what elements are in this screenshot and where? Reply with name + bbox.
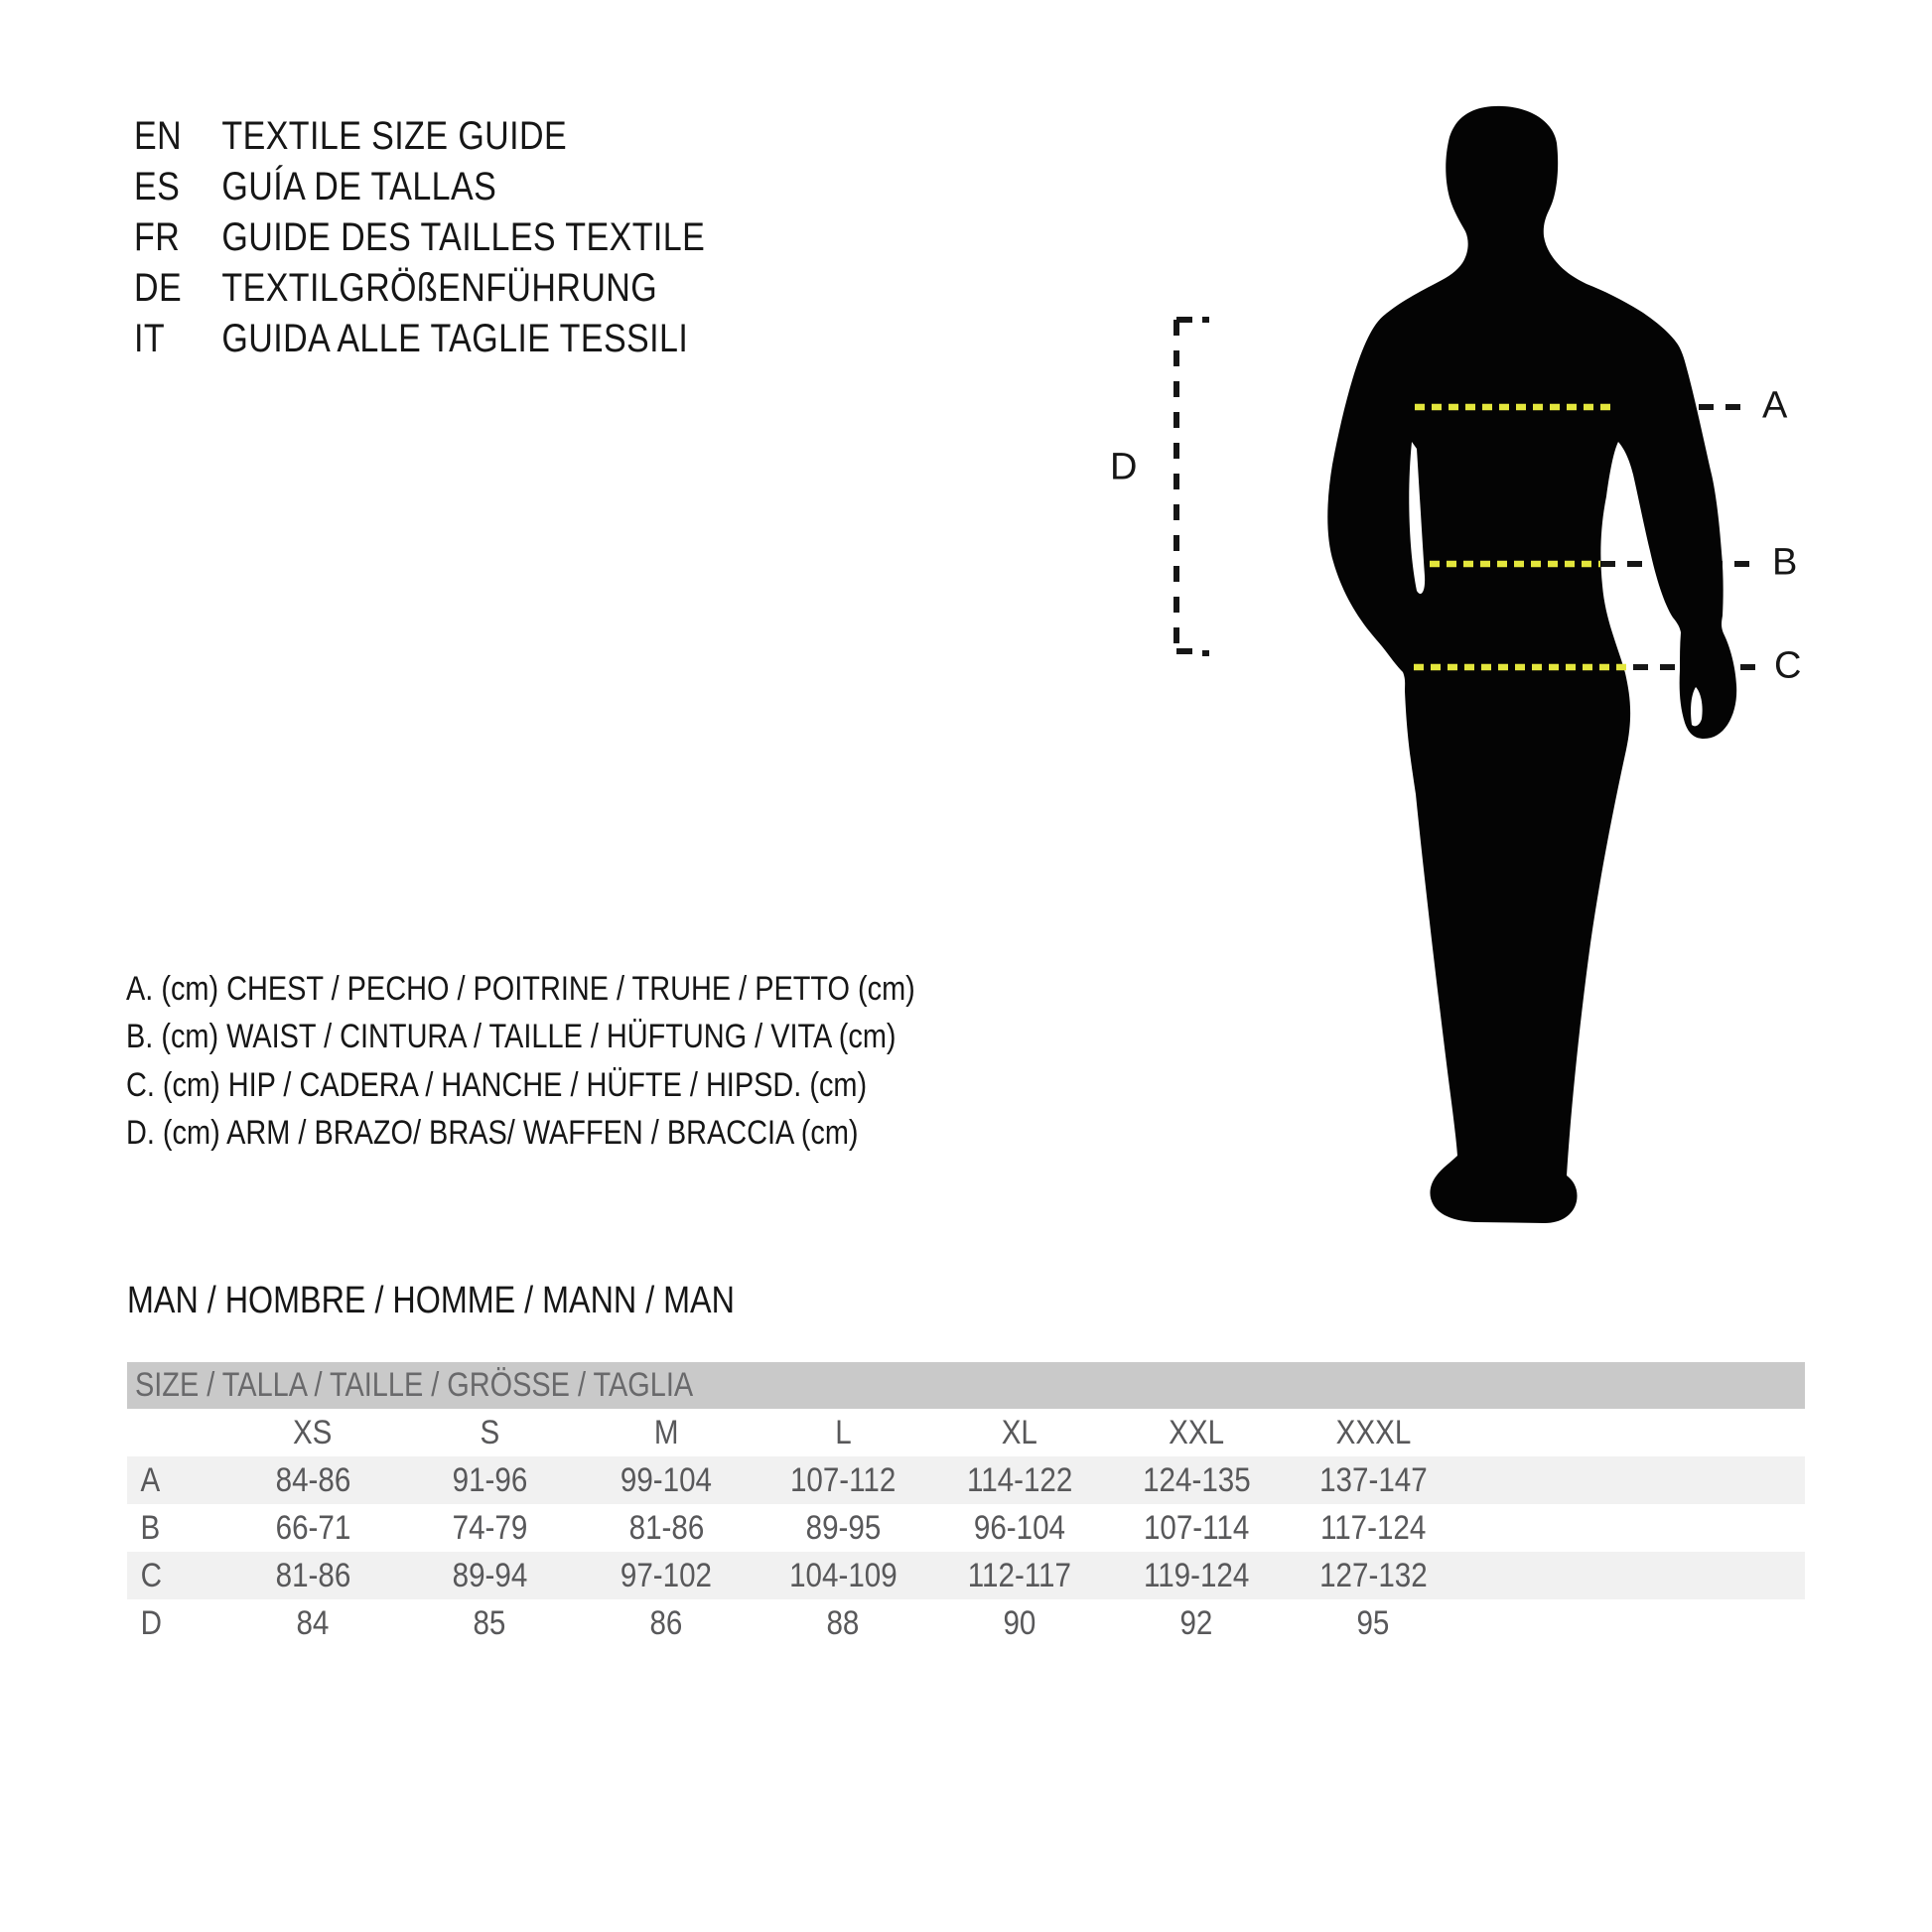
row-label (127, 1604, 224, 1643)
size-header-l: L (834, 1413, 852, 1451)
row-label-text: B (140, 1508, 161, 1547)
table-cell (578, 1461, 755, 1500)
section-title-text: MAN / HOMBRE / HOMME / MANN / MAN (127, 1279, 735, 1321)
size-col-header (401, 1414, 578, 1452)
legend-text: B. (cm) WAIST / CINTURA / TAILLE / HÜFTUNG / VITA (cm) (126, 1018, 897, 1056)
table-cell (224, 1557, 401, 1595)
size-header-xl: XL (1001, 1413, 1038, 1451)
cell-value: 66-71 (275, 1508, 350, 1547)
label-a: A (1762, 384, 1788, 427)
cell-value: 107-114 (1143, 1508, 1250, 1547)
cell-value: 88 (826, 1603, 860, 1642)
cell-value: 107-112 (789, 1460, 897, 1499)
table-cell (931, 1461, 1108, 1500)
language-code: ES (134, 165, 181, 208)
table-cell (1285, 1509, 1461, 1548)
cell-value: 89-94 (452, 1556, 527, 1594)
size-col-header (931, 1414, 1108, 1452)
size-col-header (755, 1414, 931, 1452)
guide-title: TEXTILGRÖßENFÜHRUNG (221, 266, 658, 310)
row-label-text: A (140, 1460, 161, 1499)
table-cell (578, 1604, 755, 1643)
language-code: IT (134, 317, 166, 360)
size-header-xxxl: XXXL (1335, 1413, 1411, 1451)
table-cell (401, 1557, 578, 1595)
row-label-text: C (140, 1556, 162, 1594)
cell-value: 99-104 (620, 1460, 713, 1499)
legend-text: D. (cm) ARM / BRAZO/ BRAS/ WAFFEN / BRACCIA (cm) (126, 1114, 859, 1153)
size-table (127, 1362, 1805, 1647)
table-row-b (127, 1504, 1805, 1552)
cell-value: 97-102 (620, 1556, 713, 1594)
table-row-c (127, 1552, 1805, 1599)
table-cell (755, 1557, 931, 1595)
row-label (127, 1557, 224, 1595)
table-cell (401, 1604, 578, 1643)
cell-value: 84-86 (275, 1460, 350, 1499)
cell-value: 90 (1003, 1603, 1036, 1642)
legend-row-a (126, 965, 1054, 1014)
cell-value: 89-95 (805, 1508, 881, 1547)
table-cell (755, 1461, 931, 1500)
table-cell (1108, 1604, 1285, 1643)
cell-value: 86 (649, 1603, 683, 1642)
cell-value: 137-147 (1318, 1460, 1428, 1499)
legend-row-b (126, 1014, 1054, 1062)
language-code: EN (134, 114, 183, 158)
guide-title: TEXTILE SIZE GUIDE (221, 114, 568, 158)
size-col-header (1285, 1414, 1461, 1452)
size-table-header-bar (127, 1362, 1805, 1409)
table-cell (224, 1509, 401, 1548)
row-label (127, 1461, 224, 1500)
legend-text: C. (cm) HIP / CADERA / HANCHE / HÜFTE / HIPSD. (cm) (126, 1065, 868, 1104)
table-cell (1108, 1509, 1285, 1548)
size-col-header (224, 1414, 401, 1452)
label-c: C (1774, 644, 1802, 687)
guide-title: GUIDA ALLE TAGLIE TESSILI (221, 317, 689, 360)
size-col-header (1108, 1414, 1285, 1452)
table-cell (755, 1604, 931, 1643)
language-code: FR (134, 215, 181, 259)
size-header-m: M (653, 1413, 679, 1451)
cell-value: 81-86 (628, 1508, 704, 1547)
table-cell (578, 1557, 755, 1595)
legend-text: A. (cm) CHEST / PECHO / POITRINE / TRUHE / PETTO (cm) (126, 969, 915, 1008)
cell-value: 114-122 (966, 1460, 1073, 1499)
cell-value: 117-124 (1319, 1508, 1427, 1547)
cell-value: 127-132 (1318, 1556, 1428, 1594)
cell-value: 91-96 (452, 1460, 527, 1499)
table-cell (1285, 1461, 1461, 1500)
guide-title: GUIDE DES TAILLES TEXTILE (221, 215, 706, 259)
label-b: B (1772, 541, 1798, 584)
size-header-row (127, 1409, 1805, 1456)
table-cell (931, 1557, 1108, 1595)
table-cell (1108, 1557, 1285, 1595)
row-label (127, 1509, 224, 1548)
measurement-legend (126, 965, 1054, 1158)
table-cell (1285, 1557, 1461, 1595)
cell-value: 124-135 (1142, 1460, 1251, 1499)
cell-value: 96-104 (973, 1508, 1066, 1547)
table-row-d (127, 1599, 1805, 1647)
size-header-xs: XS (293, 1413, 333, 1451)
label-d: D (1110, 446, 1138, 488)
table-cell (401, 1461, 578, 1500)
legend-row-d (126, 1110, 1054, 1159)
size-header-s: S (480, 1413, 499, 1451)
table-cell (401, 1509, 578, 1548)
table-cell (1108, 1461, 1285, 1500)
size-header-xxl: XXL (1169, 1413, 1224, 1451)
cell-value: 95 (1356, 1603, 1390, 1642)
table-cell (755, 1509, 931, 1548)
table-cell (931, 1509, 1108, 1548)
cell-value: 112-117 (967, 1556, 1072, 1594)
legend-row-c (126, 1061, 1054, 1110)
cell-value: 74-79 (452, 1508, 527, 1547)
table-row-a (127, 1456, 1805, 1504)
cell-value: 85 (473, 1603, 506, 1642)
table-cell (1285, 1604, 1461, 1643)
language-code: DE (134, 266, 183, 310)
table-cell (224, 1604, 401, 1643)
cell-value: 81-86 (275, 1556, 350, 1594)
size-table-header-text: SIZE / TALLA / TAILLE / GRÖSSE / TAGLIA (135, 1366, 694, 1404)
section-title-man (127, 1279, 842, 1322)
row-label-text: D (140, 1603, 162, 1642)
size-col-header (578, 1414, 755, 1452)
guide-title: GUÍA DE TALLAS (221, 165, 497, 208)
cell-value: 119-124 (1143, 1556, 1250, 1594)
cell-value: 84 (296, 1603, 330, 1642)
table-cell (931, 1604, 1108, 1643)
table-cell (578, 1509, 755, 1548)
cell-value: 92 (1179, 1603, 1213, 1642)
cell-value: 104-109 (788, 1556, 897, 1594)
table-cell (224, 1461, 401, 1500)
